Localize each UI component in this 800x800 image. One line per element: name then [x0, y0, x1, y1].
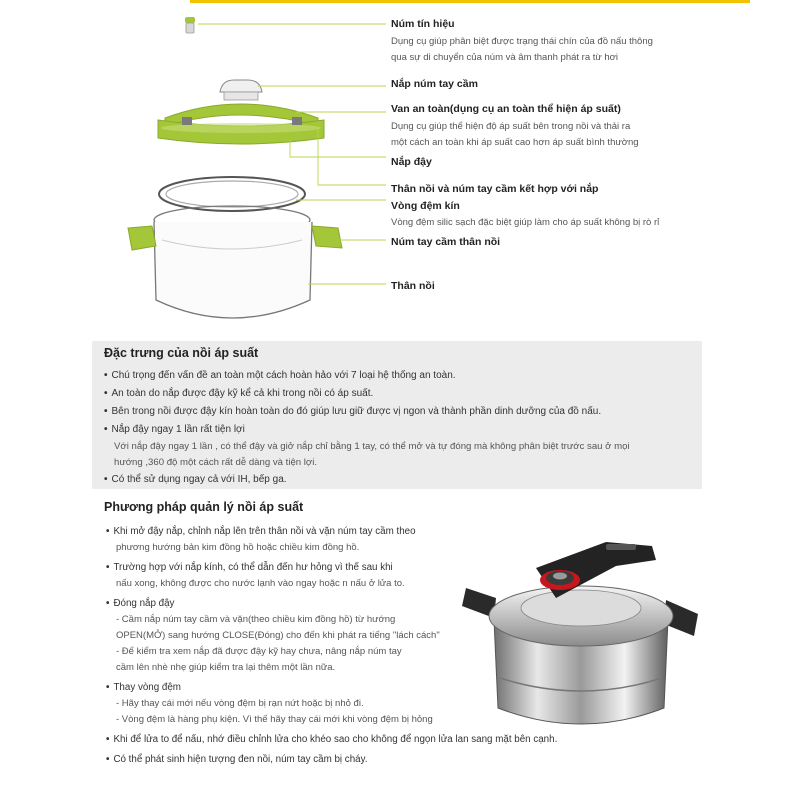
desc-safety-valve-2: một cách an toàn khi áp suất cao hơn áp suất bình thường [391, 137, 639, 148]
list-item: • Khi mở đậy nắp, chỉnh nắp lên trên thân nồi và vặn núm tay cầm theo [106, 526, 416, 537]
list-item-sub: OPEN(MỞ) sang hướng CLOSE(Đóng) cho đến khi phát ra tiếng "lách cách" [116, 630, 440, 641]
label-body: Thân nồi [391, 280, 435, 292]
lid-illustration [158, 104, 324, 144]
list-item: • Đóng nắp đậy [106, 598, 175, 609]
list-item: • Trường hợp với nắp kính, có thể dẫn đến hư hỏng vì thế sau khi [106, 562, 393, 573]
list-item-sub: - Vòng đệm là hàng phụ kiện. Vì thế hãy thay cái mới khi vòng đệm bị hỏng [116, 714, 433, 725]
pressure-cooker-photo [456, 528, 706, 743]
label-handle-lid: Nắp núm tay cầm [391, 78, 478, 90]
list-item-sub: - Cầm nắp núm tay cầm và vặn(theo chiều kim đồng hồ) từ hướng [116, 614, 396, 625]
list-item: • Thay vòng đệm [106, 682, 181, 693]
list-item: • Có thể sử dụng ngay cả với IH, bếp ga. [104, 474, 287, 485]
desc-signal-knob-2: qua sự di chuyển của núm và âm thanh phát ra từ hơi [391, 52, 619, 63]
list-item: • An toàn do nắp được đậy kỹ kể cả khi trong nồi có áp suất. [104, 388, 374, 399]
features-sub-1: Với nắp đậy ngay 1 lần , có thể đậy và giở nắp chỉ bằng 1 tay, có thể mở và tự đóng mà không phân biệt trước sau ở mọi [114, 441, 630, 452]
list-item-sub: - Hãy thay cái mới nếu vòng đệm bị rạn nứt hoặc bị nhỏ đi. [116, 698, 364, 709]
lid-handle-illustration [220, 80, 262, 100]
list-item-sub: - Để kiểm tra xem nắp đã được đậy kỹ hay chưa, nâng nắp núm tay [116, 646, 402, 657]
management-title: Phương pháp quản lý nồi áp suất [104, 500, 304, 514]
label-body-handle-join: Thân nồi và núm tay cầm kết hợp với nắp [391, 183, 599, 195]
desc-seal-ring: Vòng đệm silic sạch đặc biệt giúp làm cho áp suất không bị rò rỉ [391, 217, 660, 228]
signal-knob-illustration [185, 17, 195, 33]
features-sub-2: hướng ,360 độ một cách rất dễ dàng và tiện lợi. [114, 457, 318, 468]
list-item: • Nắp đậy ngay 1 lần rất tiện lợi [104, 424, 245, 435]
list-item: • Khi để lửa to để nấu, nhớ điều chỉnh lửa cho khéo sao cho không để ngọn lửa lan sang mặt bên cạnh. [106, 734, 558, 745]
desc-safety-valve-1: Dụng cụ giúp thể hiện độ áp suất bên trong nồi và thải ra [391, 121, 631, 132]
features-title: Đặc trưng của nồi áp suất [104, 346, 259, 360]
desc-signal-knob-1: Dụng cụ giúp phân biệt được trạng thái chín của đồ nấu thông [391, 36, 653, 47]
list-item-cont: nấu xong, không được cho nước lạnh vào ngay hoặc n nấu ở lửa to. [116, 578, 405, 589]
list-item: • Bên trong nồi được đậy kín hoàn toàn do đó giúp lưu giữ được vị ngon và thành phần dinh dưỡng của đồ nấu. [104, 406, 602, 417]
list-item-cont: phương hướng bản kim đồng hồ hoặc chiều kim đồng hồ. [116, 542, 360, 553]
features-box [92, 341, 702, 489]
features-list [104, 367, 696, 489]
list-item-sub: cầm lên nhè nhẹ giúp kiểm tra lại thêm một lần nữa. [116, 662, 336, 673]
label-seal-ring: Vòng đệm kín [391, 200, 460, 212]
list-item: • Chú trọng đến vấn đề an toàn một cách hoàn hảo với 7 loại hệ thống an toàn. [104, 370, 456, 381]
label-safety-valve: Van an toàn(dụng cụ an toàn thể hiện áp suất) [391, 103, 621, 115]
body-illustration [128, 206, 342, 318]
list-item: • Có thể phát sinh hiện tượng đen nồi, núm tay cầm bị cháy. [106, 754, 368, 765]
label-signal-knob: Núm tín hiệu [391, 18, 455, 30]
label-body-handle: Núm tay cầm thân nồi [391, 236, 501, 248]
label-lid: Nắp đậy [391, 156, 432, 168]
